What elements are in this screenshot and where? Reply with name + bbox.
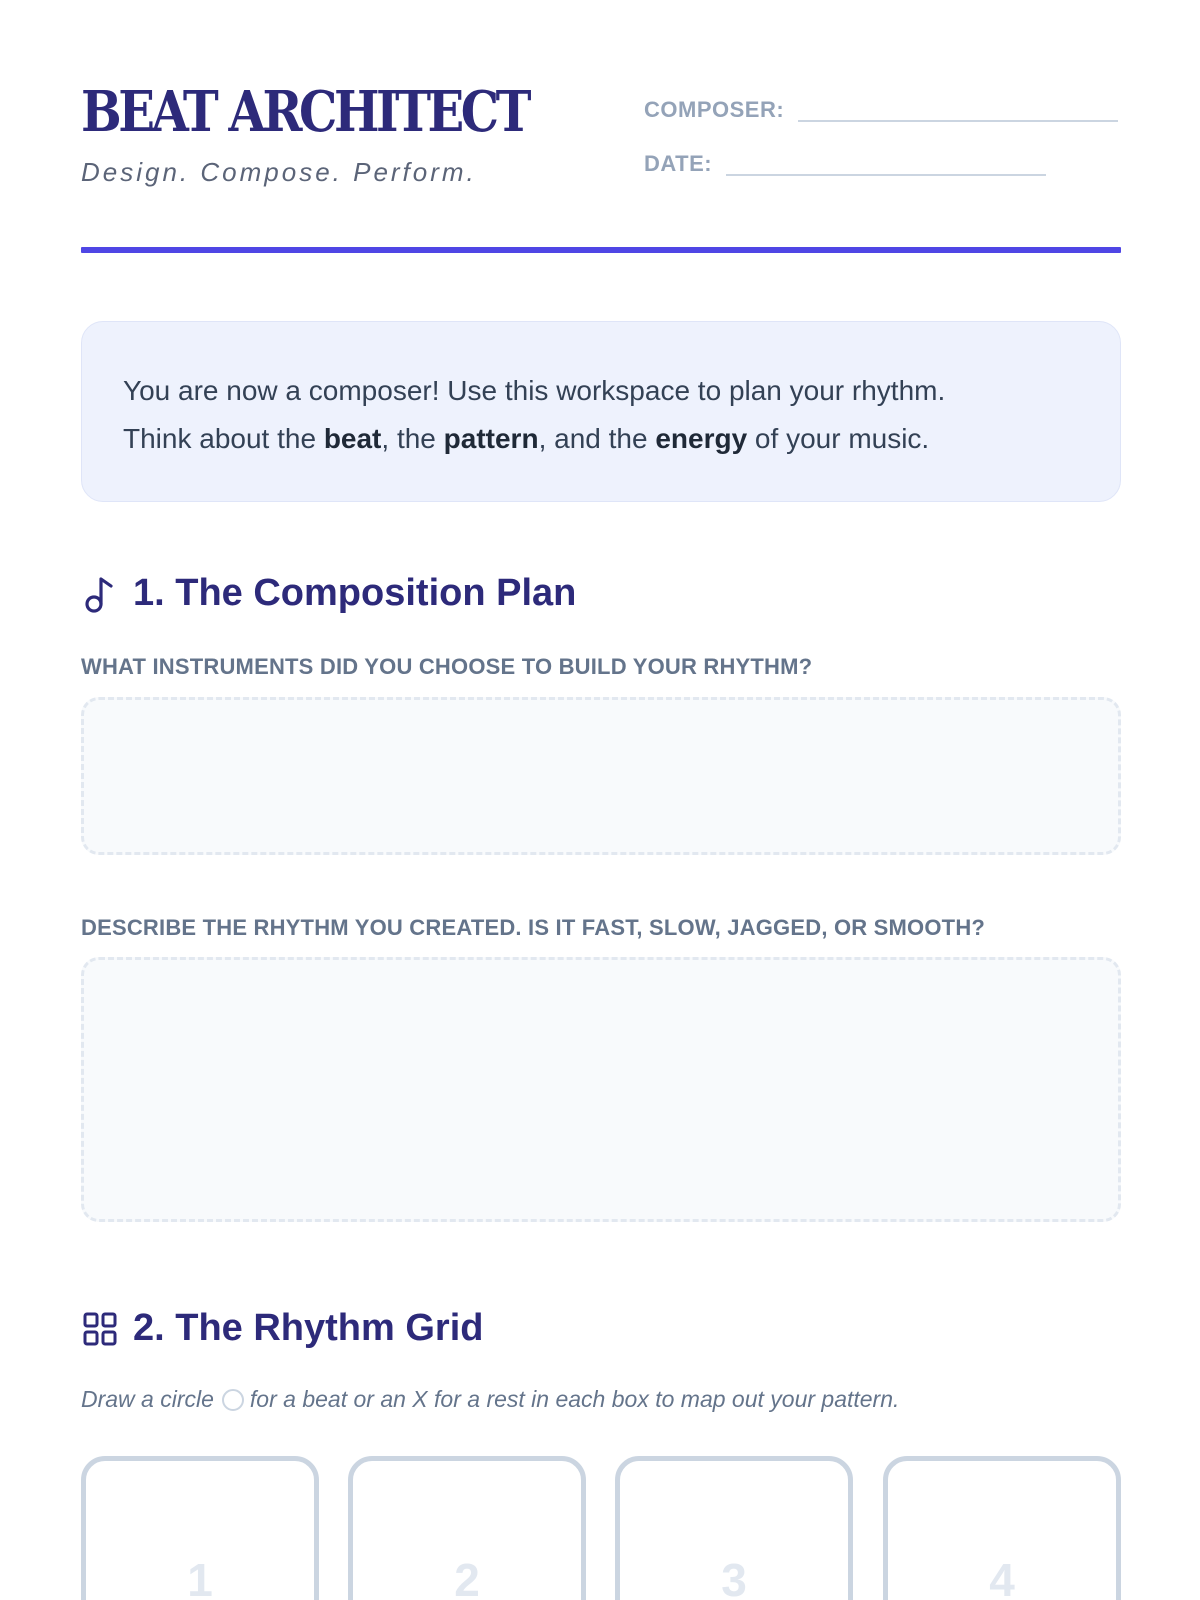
grid-instruction: Draw a circle for a beat or an X for a rest in each box to map out your pattern. [81,1386,900,1412]
answer-rhythm-box[interactable] [81,957,1121,1222]
date-input-line[interactable] [726,174,1046,176]
question-instruments: WHAT INSTRUMENTS DID YOU CHOOSE TO BUILD YOUR RHYTHM? [81,654,813,679]
intro-line-1: You are now a composer! Use this workspace to plan your rhythm. [123,375,946,406]
beat-number: 2 [454,1554,480,1600]
section-1-heading: 1. The Composition Plan [133,572,577,614]
section-2-heading: 2. The Rhythm Grid [133,1307,484,1349]
beat-box-3[interactable] [615,1456,853,1600]
intro-energy-emphasis: energy [655,423,748,454]
composer-field[interactable] [644,97,1118,123]
beat-number: 1 [187,1554,213,1600]
grid-icon [81,1308,119,1350]
beat-box-2[interactable] [348,1456,586,1600]
composer-label: COMPOSER: [644,97,785,122]
section-composition-plan-title [81,572,576,615]
beat-box-4[interactable] [883,1456,1121,1600]
composer-input-line[interactable] [798,120,1118,122]
intro-line-2: Think about the beat, the pattern, and the energy of your music. [123,423,930,454]
music-note-icon [81,573,119,615]
worksheet-title: BEAT ARCHITECT [81,79,529,145]
beat-number: 3 [721,1554,747,1600]
date-field[interactable] [644,151,1046,177]
section-rhythm-grid-title [81,1307,483,1350]
beat-number: 4 [989,1554,1015,1600]
header-divider [81,247,1121,253]
question-rhythm-description: DESCRIBE THE RHYTHM YOU CREATED. IS IT FAST, SLOW, JAGGED, OR SMOOTH? [81,915,986,940]
circle-symbol-icon [222,1389,244,1411]
worksheet-header [81,0,1121,254]
intro-callout [81,321,1121,502]
answer-instruments-box[interactable] [81,697,1121,855]
beat-box-1[interactable] [81,1456,319,1600]
rhythm-grid [81,1456,1121,1600]
worksheet-tagline: Design. Compose. Perform. [81,157,477,187]
intro-pattern-emphasis: pattern [443,423,539,454]
date-label: DATE: [644,151,713,176]
intro-beat-emphasis: beat [323,423,382,454]
